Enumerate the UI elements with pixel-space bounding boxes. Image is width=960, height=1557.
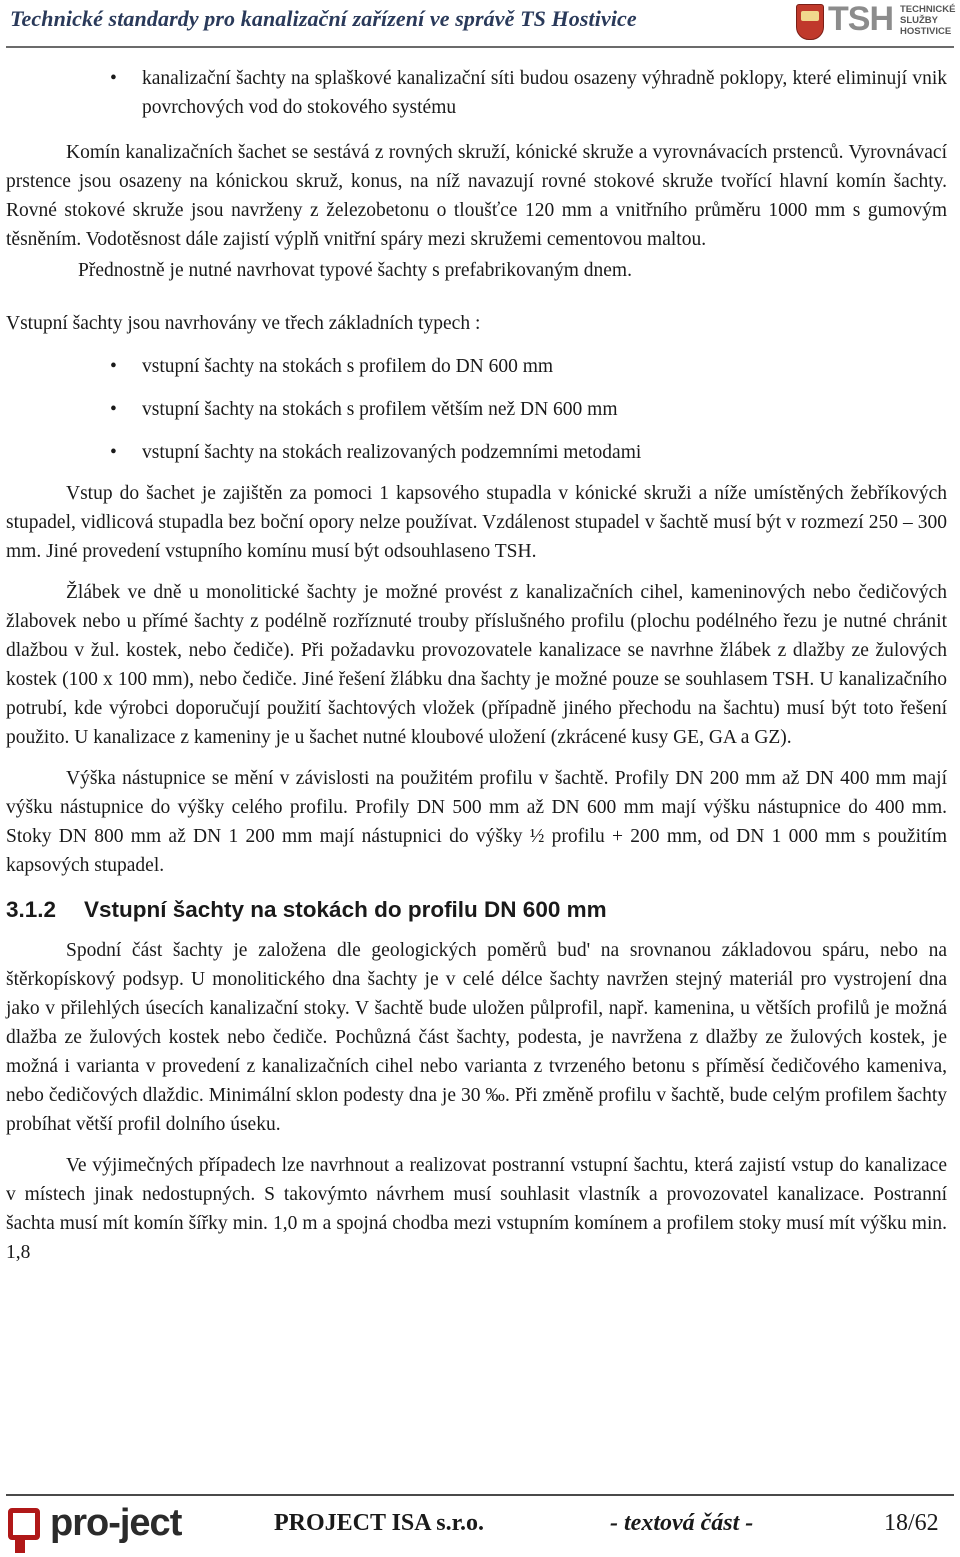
section-title: Vstupní šachty na stokách do profilu DN 600 mm (84, 897, 607, 922)
bullet-list-top (6, 64, 947, 122)
paragraph-postranni: Ve výjimečných případech lze navrhnout a realizovat postranní vstupní šachtu, která zajistí vstup do kanalizace v místech jinak nedostupných. S takovýmto návrhem musí souhlasit vlastník a provozovatel kanalizace. Postranní šachta musí mít komín šířky min. 1,0 m a spojná chodba mezi vstupním komínem a profilem stoky musí mít výšku min. 1,8 (6, 1155, 947, 1263)
paragraph-vyska: Výška nástupnice se mění v závislosti na použitém profilu v šachtě. Profily DN 200 mm až DN 400 mm mají výšku nástupnice do výšky celého profilu. Profily DN 500 mm až DN 600 mm mají výšku nástupnice do 400 mm. Stoky DN 800 mm až DN 1 200 mm mají nástupnici do výšky ½ profilu + 200 mm, od DN 1 000 mm s použitím kapsových stupadel. (6, 768, 947, 876)
page-footer (6, 1500, 954, 1552)
section-number: 3.1.2 (6, 897, 57, 922)
logo-wordmark: TSH (828, 0, 893, 38)
footer-company: PROJECT ISA s.r.o. (274, 1510, 485, 1536)
paragraph-komin: Komín kanalizačních šachet se sestává z rovných skruží, kónické skruže a vyrovnávacích prstenců. Vyrovnávací prstence jsou osazeny na kónickou skruž, konus, na níž navazují rovné stokové skruže tvořící hlavní komín šachty. Rovné stokové skruže jsou navrženy z železobetonu o tloušťce 120 mm a vnitřního průměru 1000 mm s gumovým těsněním. Vodotěsnost dále zajistí výplň vnitřní spáry mezi skružemi cementovou maltou. (6, 142, 947, 250)
list-item: • vstupní šachty na stokách s profilem do DN 600 mm (6, 352, 947, 381)
paragraph-vstup: Vstup do šachet je zajištěn za pomoci 1 kapsového stupadla v kónické skruži a níže umístěných žebříkových stupadel, vidlicová stupadla bez boční opory nelze používat. Vzdálenost stupadel v šachtě musí být v rozmezí 250 – 300 mm. Jiné provedení vstupního komínu musí být odsouhlaseno TSH. (6, 483, 947, 562)
paragraph-zlabek: Žlábek ve dně u monolitické šachty je možné provést z kanalizačních cihel, kameninových nebo čedičových žlabovek nebo u přímé šachty z podélně rozříznuté trouby příslušného profilu (plochu podélného řezu je nutné chránit dlažbou v žul. kostek, nebo čediče). Při požadavku provozovatele kanalizace se navrhne žlábek z dlažby ze žulových kostek (100 x 100 mm), nebo čediče. Jiné řešení žlábku dna šachty je možné pouze se souhlasem TSH. U kanalizačního potrubí, kde výrobci doporučují použití šachtových vložek (případně jiného přechodu na šachtu) musí být toto řešení použito. U kanalizace z kameniny je u šachet nutné kloubové uložení (zkrácené kusy GE, GA a GZ). (6, 582, 947, 748)
project-logo-text: pro-ject (50, 1502, 182, 1544)
page-header (6, 0, 954, 48)
page-number: 18/62 (884, 1510, 939, 1536)
tsh-logo (794, 2, 956, 42)
paragraph-types-intro: Vstupní šachty jsou navrhovány ve třech základních typech : (6, 313, 481, 334)
paragraph-prednostne: Přednostně je nutné navrhovat typové šachty s prefabrikovaným dnem. (78, 260, 632, 281)
paragraph-spodni: Spodní část šachty je založena dle geologických poměrů bud' na srovnanou základovou spáru, nebo na štěrkopískový podsyp. U monolitického dna šachty je v celé délce šachty navržen stejný materiál pro vystrojení dna jako v přilehlých úsecích kanalizační stoky. V šachtě bude uložen půlprofil, např. kamenina, u větších profilů je možná dlažba ze žulových kostek nebo čediče. Pochůzná část šachty, podesta, je navržena z dlažby ze žulových kostek, je možná i varianta v provedení z kanalizačních cihel nebo varianta z tvrzeného betonu s příměsí čedičového kameniva, nebo čedičových dlaždic. Minimální sklon podesty dna je 30 ‰. Při změně profilu v šachtě, bude celým profilem šachty probíhat větší profil dolního úseku. (6, 940, 947, 1135)
list-item: • vstupní šachty na stokách s profilem větším než DN 600 mm (6, 395, 947, 424)
bullet-icon: • (110, 356, 117, 377)
page-body (6, 64, 947, 1267)
bullet-icon: • (110, 68, 117, 89)
list-item: • kanalizační šachty na splaškové kanalizační síti budou osazeny výhradně poklopy, které eliminují vnik povrchových vod do stokového systému (6, 64, 947, 122)
section-heading (6, 892, 947, 928)
list-item: • vstupní šachty na stokách realizovaných podzemními metodami (6, 438, 947, 467)
project-logo-icon (8, 1508, 40, 1540)
shaft-types-list (6, 352, 947, 467)
project-logo (6, 1502, 246, 1550)
logo-subtitle: TECHNICKÉ SLUŽBY HOSTIVICE (900, 4, 956, 37)
footer-part: - textová část - (610, 1510, 754, 1536)
footer-divider (6, 1494, 954, 1496)
bullet-icon: • (110, 442, 117, 463)
document-title: Technické standardy pro kanalizační zařízení ve správě TS Hostivice (10, 6, 637, 31)
bullet-icon: • (110, 399, 117, 420)
coat-of-arms-icon (796, 4, 824, 40)
header-divider (6, 46, 954, 48)
